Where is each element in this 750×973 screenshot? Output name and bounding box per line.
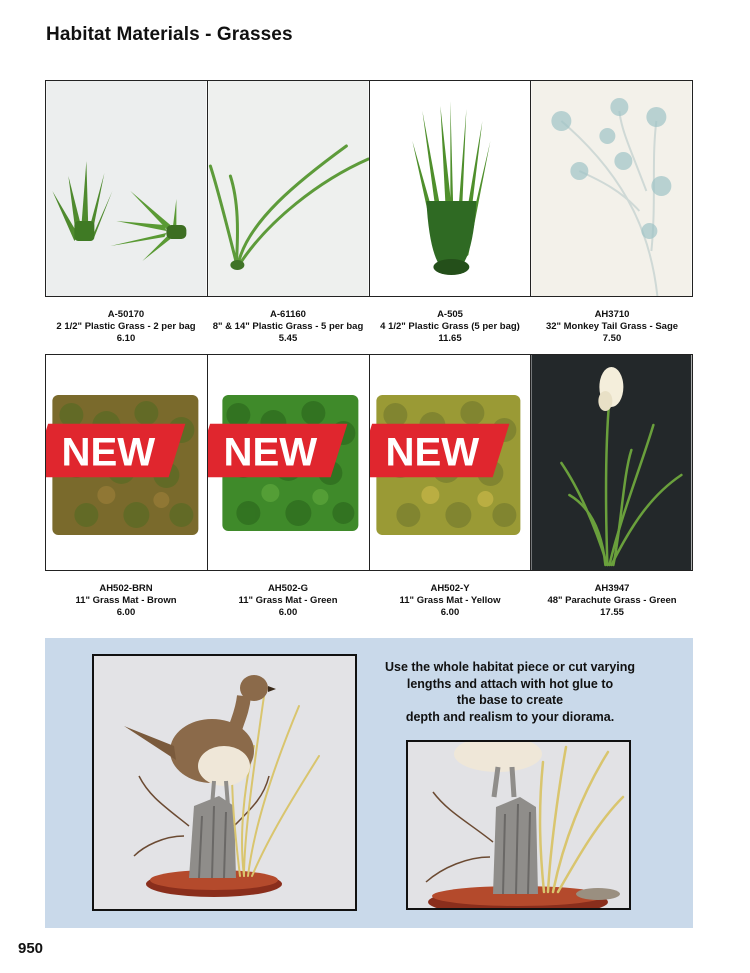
product-caption <box>369 583 531 619</box>
product-caption <box>45 309 207 345</box>
product-caption <box>531 583 693 619</box>
product-image-ah502-brn[interactable] <box>45 354 208 571</box>
product-image-a505[interactable] <box>369 80 532 297</box>
product-name: 11" Grass Mat - Green <box>238 595 338 606</box>
product-image-a61160[interactable] <box>207 80 370 297</box>
diorama-photo-full <box>92 654 357 911</box>
product-sku: A-61160 <box>270 309 306 320</box>
product-name: 48" Parachute Grass - Green <box>547 595 677 606</box>
product-image-a50170[interactable] <box>45 80 208 297</box>
info-line: Use the whole habitat piece or cut varying <box>384 660 636 674</box>
product-sku: AH3710 <box>594 309 630 320</box>
product-image-ah3947[interactable] <box>530 354 693 571</box>
product-caption <box>369 309 531 345</box>
product-price: 6.00 <box>116 607 136 618</box>
monkey-tail-grass-image <box>531 81 692 296</box>
plastic-grass-2-image <box>46 81 207 296</box>
parachute-grass-image <box>531 355 692 570</box>
product-caption <box>207 583 369 619</box>
product-price: 11.65 <box>438 333 462 344</box>
svg-text:NEW: NEW <box>385 429 479 475</box>
product-sku: AH3947 <box>594 583 630 594</box>
product-name: 2 1/2" Plastic Grass - 2 per bag <box>56 321 196 332</box>
diorama-closeup-image <box>408 742 629 908</box>
product-sku: A-50170 <box>107 309 145 320</box>
product-sku: AH502-Y <box>430 583 470 594</box>
product-image-ah3710[interactable] <box>530 80 693 297</box>
info-line: depth and realism to your diorama. <box>405 709 615 724</box>
product-name: 11" Grass Mat - Yellow <box>399 595 501 606</box>
product-caption <box>45 583 207 619</box>
svg-text:NEW: NEW <box>61 429 156 475</box>
product-price: 6.10 <box>116 333 136 344</box>
product-price: 17.55 <box>600 607 624 618</box>
product-caption <box>531 309 693 345</box>
product-price: 6.00 <box>278 607 298 618</box>
product-price: 6.00 <box>440 607 460 618</box>
product-price: 7.50 <box>602 333 622 344</box>
new-badge <box>207 354 351 558</box>
new-badge <box>45 354 189 558</box>
product-caption <box>207 309 369 345</box>
info-line: the base to create <box>456 693 564 707</box>
grouse-diorama-image <box>94 656 355 909</box>
product-image-row <box>45 80 693 297</box>
product-captions-row1 <box>45 309 693 345</box>
info-line: lengths and attach with hot glue to <box>406 676 614 691</box>
page-number: 950 <box>18 940 44 957</box>
product-image-ah502-g[interactable] <box>207 354 370 571</box>
plastic-grass-4-5-image <box>370 81 531 296</box>
info-panel <box>45 638 693 928</box>
product-image-row <box>45 354 693 571</box>
new-badge <box>369 354 513 558</box>
product-captions-row2 <box>45 583 693 619</box>
page-title: Habitat Materials - Grasses <box>46 24 293 45</box>
diorama-photo-detail <box>406 740 631 910</box>
svg-text:NEW: NEW <box>223 429 317 475</box>
product-image-ah502-y[interactable] <box>369 354 532 571</box>
product-name: 32" Monkey Tail Grass - Sage <box>545 321 679 332</box>
product-name: 11" Grass Mat - Brown <box>75 595 177 606</box>
product-name: 4 1/2" Plastic Grass (5 per bag) <box>380 321 520 332</box>
plastic-grass-8-14-image <box>208 81 369 296</box>
product-sku: A-505 <box>437 309 463 320</box>
product-sku: AH502-BRN <box>99 583 153 594</box>
info-text <box>370 659 650 725</box>
product-sku: AH502-G <box>267 583 309 594</box>
product-price: 5.45 <box>278 333 298 344</box>
product-name: 8" & 14" Plastic Grass - 5 per bag <box>212 321 364 332</box>
